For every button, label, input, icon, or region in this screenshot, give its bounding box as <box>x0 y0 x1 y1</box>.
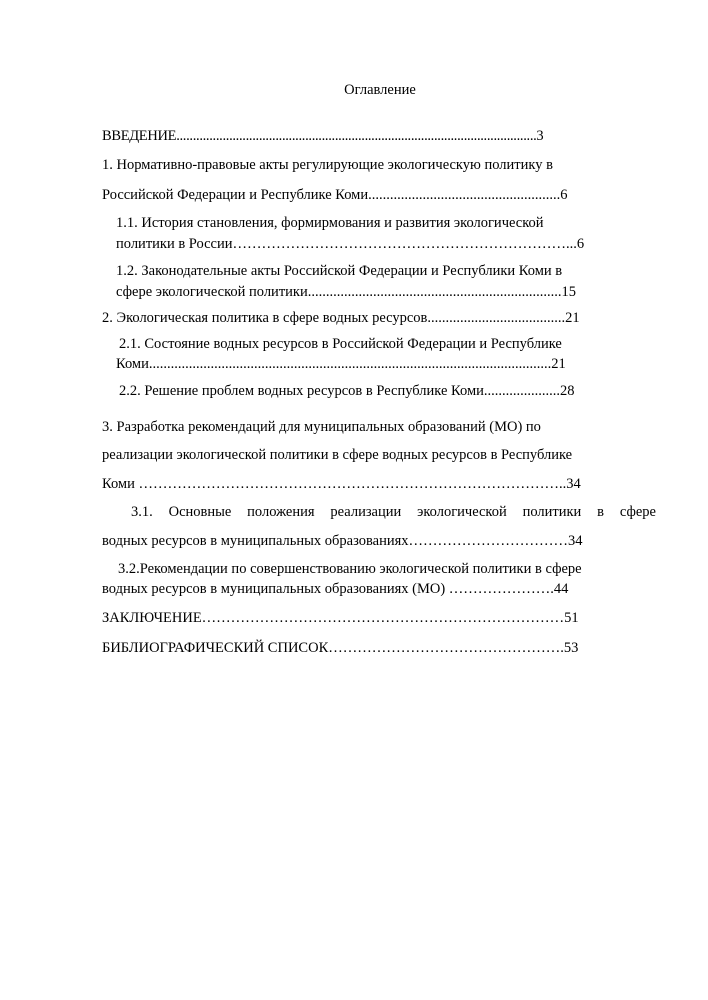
toc-line: Коми ……………………………………………………………………………..34 <box>102 476 581 492</box>
toc-line: БИБЛИОГРАФИЧЕСКИЙ СПИСОК………………………………………….53 <box>102 640 579 656</box>
toc-line: водных ресурсов в муниципальных образованиях (МО) ………………….44 <box>102 581 569 597</box>
toc-line: 3.2.Рекомендации по совершенствованию экологической политики в сфере <box>118 561 582 577</box>
toc-line: ВВЕДЕНИЕ.............................................................................................................3 <box>102 128 544 144</box>
toc-line: 1.2. Законодательные акты Российской Федерации и Республики Коми в <box>116 263 563 279</box>
toc-line: 2.2. Решение проблем водных ресурсов в Республике Коми.....................28 <box>119 383 575 399</box>
toc-line: Коми...............................................................................................................21 <box>116 356 566 372</box>
toc-line: 3.1. Основные положения реализации экологической политики в сфере <box>131 504 656 520</box>
toc-line: 2.1. Состояние водных ресурсов в Российской Федерации и Республике <box>119 336 562 352</box>
toc-line: реализации экологической политики в сфере водных ресурсов в Республике <box>102 447 573 463</box>
toc-line: 1. Нормативно-правовые акты регулирующие экологическую политику в <box>102 157 553 173</box>
toc-line: ЗАКЛЮЧЕНИЕ…………………………………………………………………51 <box>102 610 579 626</box>
toc-line: сфере экологической политики......................................................................15 <box>116 284 576 300</box>
toc-line: водных ресурсов в муниципальных образованиях……………………………34 <box>102 533 583 549</box>
toc-line: Российской Федерации и Республике Коми.....................................................6 <box>102 187 568 203</box>
toc-line: 1.1. История становления, формирмования и развития экологической <box>116 215 544 231</box>
toc-line: 2. Экологическая политика в сфере водных ресурсов......................................21 <box>102 310 580 326</box>
toc-line: 3. Разработка рекомендаций для муниципальных образований (МО) по <box>102 419 541 435</box>
toc-line: политики в России……………………………………………………………...6 <box>116 236 585 252</box>
toc-title: Оглавление <box>344 82 416 98</box>
